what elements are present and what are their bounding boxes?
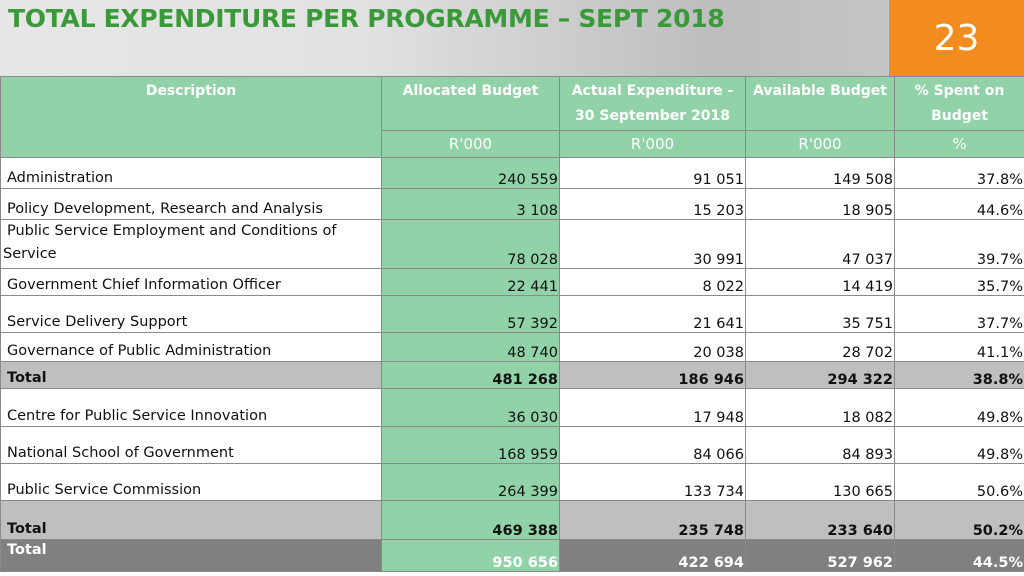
table-row (1, 427, 1024, 464)
column-header-actual (560, 77, 746, 131)
grand-total-row (1, 540, 1024, 572)
cell-allocated: 36 030 (382, 389, 560, 427)
subtotal-row (1, 362, 1024, 389)
column-header-spent-line1: % Spent on (914, 83, 1005, 99)
cell-available: 130 665 (746, 464, 895, 501)
cell-actual: 91 051 (560, 158, 746, 189)
row-description: Government Chief Information Officer (1, 269, 382, 296)
cell-allocated: 481 268 (382, 362, 560, 389)
cell-spent: 38.8% (895, 362, 1024, 389)
cell-spent: 37.7% (895, 296, 1024, 333)
row-description: Service Delivery Support (1, 296, 382, 333)
cell-spent: 35.7% (895, 269, 1024, 296)
column-header-spent (895, 77, 1024, 131)
row-description: Total (1, 540, 382, 572)
cell-actual: 17 948 (560, 389, 746, 427)
cell-actual: 84 066 (560, 427, 746, 464)
cell-actual: 30 991 (560, 220, 746, 269)
expenditure-table (0, 76, 1024, 572)
cell-available: 149 508 (746, 158, 895, 189)
cell-available: 28 702 (746, 333, 895, 362)
cell-allocated: 48 740 (382, 333, 560, 362)
slide-header (0, 0, 1024, 76)
column-header-actual-line1: Actual Expenditure - (571, 83, 734, 99)
unit-actual: R'000 (560, 131, 746, 158)
cell-spent: 49.8% (895, 427, 1024, 464)
cell-actual: 8 022 (560, 269, 746, 296)
cell-allocated: 240 559 (382, 158, 560, 189)
cell-available: 233 640 (746, 501, 895, 540)
cell-available: 294 322 (746, 362, 895, 389)
row-description-line2: Service (3, 246, 57, 262)
subtotal-row (1, 501, 1024, 540)
row-description: Administration (1, 158, 382, 189)
row-description: National School of Government (1, 427, 382, 464)
row-description: Public Service Commission (1, 464, 382, 501)
cell-allocated: 3 108 (382, 189, 560, 220)
unit-allocated: R'000 (382, 131, 560, 158)
row-description: Centre for Public Service Innovation (1, 389, 382, 427)
cell-available: 18 905 (746, 189, 895, 220)
cell-actual: 21 641 (560, 296, 746, 333)
table-row (1, 269, 1024, 296)
cell-spent: 50.6% (895, 464, 1024, 501)
cell-allocated: 57 392 (382, 296, 560, 333)
row-description: Policy Development, Research and Analysis (1, 189, 382, 220)
cell-allocated: 469 388 (382, 501, 560, 540)
cell-actual: 422 694 (560, 540, 746, 572)
cell-spent: 44.6% (895, 189, 1024, 220)
table-row (1, 464, 1024, 501)
column-header-description: Description (1, 77, 382, 158)
column-header-spent-line2: Budget (931, 108, 988, 124)
table-row (1, 296, 1024, 333)
table-row (1, 389, 1024, 427)
cell-actual: 133 734 (560, 464, 746, 501)
unit-spent: % (895, 131, 1024, 158)
cell-spent: 49.8% (895, 389, 1024, 427)
unit-available: R'000 (746, 131, 895, 158)
cell-spent: 44.5% (895, 540, 1024, 572)
cell-available: 18 082 (746, 389, 895, 427)
cell-allocated: 78 028 (382, 220, 560, 269)
table-row (1, 158, 1024, 189)
cell-spent: 39.7% (895, 220, 1024, 269)
page-title: TOTAL EXPENDITURE PER PROGRAMME – SEPT 2018 (8, 4, 725, 33)
cell-available: 84 893 (746, 427, 895, 464)
row-description: Total (1, 501, 382, 540)
cell-actual: 235 748 (560, 501, 746, 540)
row-description (1, 220, 382, 269)
cell-available: 35 751 (746, 296, 895, 333)
row-description: Governance of Public Administration (1, 333, 382, 362)
column-header-available: Available Budget (746, 77, 895, 131)
cell-spent: 37.8% (895, 158, 1024, 189)
column-header-actual-line2: 30 September 2018 (575, 108, 730, 124)
cell-available: 527 962 (746, 540, 895, 572)
table-row (1, 189, 1024, 220)
table-row (1, 220, 1024, 269)
table-header-row (1, 77, 1024, 131)
cell-allocated: 950 656 (382, 540, 560, 572)
table-row (1, 333, 1024, 362)
cell-allocated: 22 441 (382, 269, 560, 296)
row-description: Total (1, 362, 382, 389)
cell-available: 47 037 (746, 220, 895, 269)
cell-spent: 41.1% (895, 333, 1024, 362)
cell-actual: 20 038 (560, 333, 746, 362)
page-number-badge: 23 (889, 0, 1024, 76)
cell-allocated: 264 399 (382, 464, 560, 501)
column-header-allocated: Allocated Budget (382, 77, 560, 131)
row-description-line1: Public Service Employment and Conditions of (7, 223, 337, 239)
cell-actual: 15 203 (560, 189, 746, 220)
cell-spent: 50.2% (895, 501, 1024, 540)
cell-allocated: 168 959 (382, 427, 560, 464)
cell-available: 14 419 (746, 269, 895, 296)
cell-actual: 186 946 (560, 362, 746, 389)
